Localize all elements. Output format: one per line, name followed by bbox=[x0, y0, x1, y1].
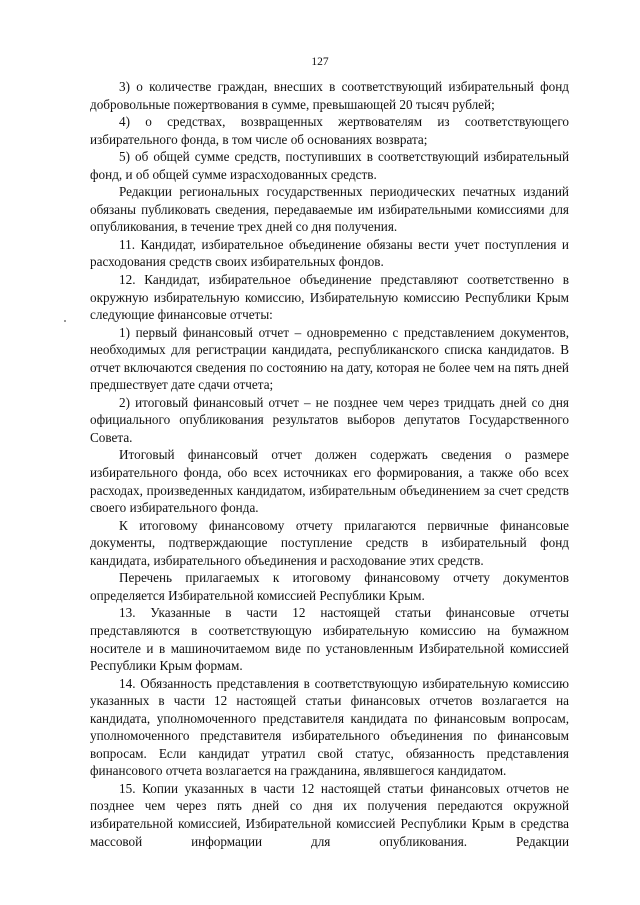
paragraph-part-15: 15. Копии указанных в части 12 настоящей статьи финансовых отчетов не позднее чем через пять дней со дня их получения передаются окружной избирательной комиссией, Избирательной комиссией Республики Крым в средства массовой информации для опубликования. Редакции bbox=[90, 780, 569, 849]
paragraph-part-14: 14. Обязанность представления в соответствующую избирательную комиссию указанных в части 12 настоящей статьи финансовых отчетов возлагается на кандидата, уполномоченного представителя кандидата по финансовым вопросам, уполномоченного представителя избирательного объединения по финансовым вопросам. Если кандидат утратил свой статус, обязанность представления финансового отчета возлагается на гражданина, являвшегося кандидатом. bbox=[90, 675, 569, 779]
paragraph-final-report: 2) итоговый финансовый отчет – не позднее чем через тридцать дней со дня официального опубликования результатов выборов депутатов Государственного Совета. bbox=[90, 394, 569, 445]
paragraph-editorial-obligation: Редакции региональных государственных периодических печатных изданий обязаны публиковать сведения, передаваемые им избирательными комиссиями для опубликования, в течение трех дней со дня получения. bbox=[90, 184, 569, 235]
paragraph-item-3: 3) о количестве граждан, внесших в соответствующий избирательный фонд добровольные пожертвования в сумме, превышающей 20 тысяч рублей; bbox=[90, 79, 569, 112]
margin-mark bbox=[64, 320, 66, 322]
page-number: 127 bbox=[311, 56, 329, 68]
document-body bbox=[90, 78, 569, 850]
paragraph-final-report-content: Итоговый финансовый отчет должен содержать сведения о размере избирательного фонда, обо всех источниках его формирования, а также обо всех расходах, произведенных кандидатом, избирательным объединением за счет средств своего избирательного фонда. bbox=[90, 447, 569, 516]
paragraph-part-12: 12. Кандидат, избирательное объединение представляют соответственно в окружную избирательную комиссию, Избирательную комиссию Республики Крым следующие финансовые отчеты: bbox=[90, 272, 569, 323]
paragraph-first-report: 1) первый финансовый отчет – одновременно с представлением документов, необходимых для регистрации кандидата, республиканского списка кандидатов. В отчет включаются сведения по состоянию на дату, которая не более чем на пять дней предшествует дате сдачи отчета; bbox=[90, 324, 569, 393]
paragraph-document-list: Перечень прилагаемых к итоговому финансовому отчету документов определяется Избирательной комиссией Республики Крым. bbox=[90, 570, 569, 603]
paragraph-part-13: 13. Указанные в части 12 настоящей статьи финансовые отчеты представляются в соответствующую избирательную комиссию на бумажном носителе и в машиночитаемом виде по установленным Избирательной комиссией Республики Крым формам. bbox=[90, 605, 569, 674]
paragraph-primary-documents: К итоговому финансовому отчету прилагаются первичные финансовые документы, подтверждающие поступление средств в избирательный фонд кандидата, избирательного объединения и расходование этих средств. bbox=[90, 517, 569, 568]
paragraph-part-11: 11. Кандидат, избирательное объединение обязаны вести учет поступления и расходования средств своих избирательных фондов. bbox=[90, 236, 569, 270]
paragraph-item-5: 5) об общей сумме средств, поступивших в соответствующий избирательный фонд, и об общей сумме израсходованных средств. bbox=[90, 149, 569, 182]
paragraph-item-4: 4) о средствах, возвращенных жертвователям из соответствующего избирательного фонда, в том числе об основаниях возврата; bbox=[90, 114, 569, 147]
